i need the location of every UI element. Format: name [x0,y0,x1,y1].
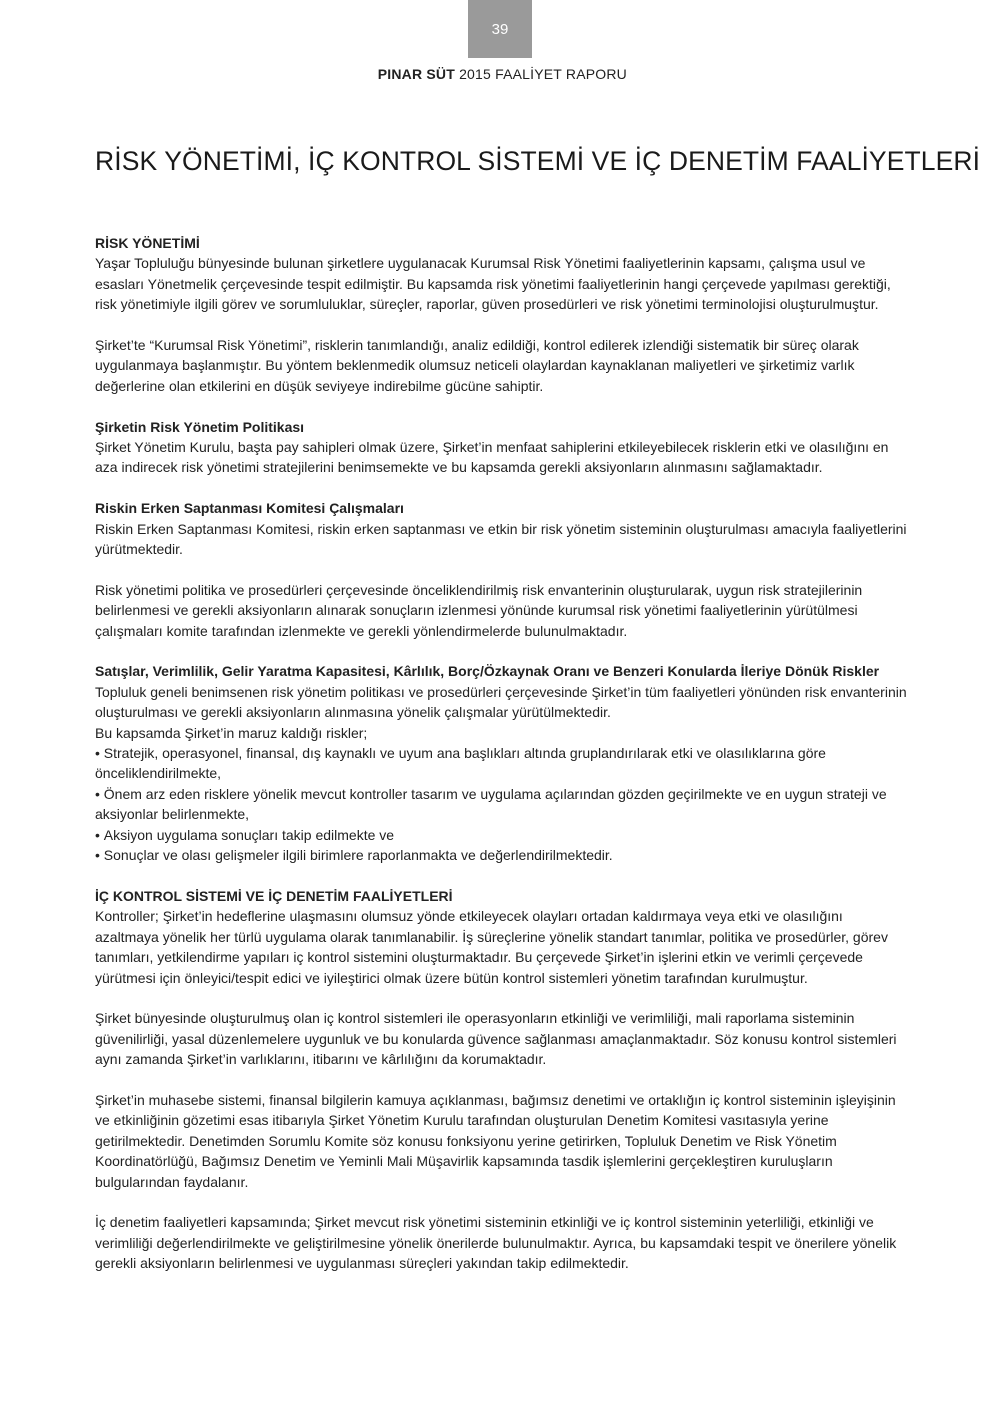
running-header [378,66,627,82]
page-title: RİSK YÖNETİMİ, İÇ KONTROL SİSTEMİ VE İÇ DENETİM FAALİYETLERİ [95,146,981,176]
paragraph: Şirket’in muhasebe sistemi, finansal bilgilerin kamuya açıklanması, bağımsız denetimi ve ortaklığın iç kontrol sisteminin işleyişinin ve etkinliğinin gözetimi esas itibarıyla Şirket Yönetim Kurulu tarafından oluşturulan Denetim Komitesi vasıtasıyla yerine getirilmektedir. Denetimden Sorumlu Komite söz konusu fonksiyonu yerine getirirken, Topluluk Denetim ve Risk Yönetim Koordinatörlüğü, Bağımsız Denetim ve Yeminli Mali Müşavirlik kapsamında tasdik işlemlerini gerçekleştiren kuruluşların bulgularından faydalanır. [95,1091,896,1190]
paragraph: Risk yönetimi politika ve prosedürleri çerçevesinde önceliklendirilmiş risk envanterinin oluşturularak, uygun risk stratejilerinin belirlenmesi ve gerekli aksiyonların alınarak sonuçların izlenmesi yönünde kurumsal risk yönetimi faaliyetlerinin yürütülmesi çalışmaları komite tarafından izlenmekte ve gerekli yönlendirmelerde bulunulmaktadır. [95,581,863,639]
paragraph: Topluluk geneli benimsenen risk yönetim politikası ve prosedürleri çerçevesinde Şirket’in tüm faaliyetleri yönünden risk envanterinin oluşturulması ve gerekli aksiyonların alınmasına yönelik çalışmalar yürütülmektedir. [95,683,907,721]
paragraph: Şirket’te “Kurumsal Risk Yönetimi”, risklerin tanımlandığı, analiz edildiği, kontrol edilerek izlendiği sistematik bir süreç olarak uygulanmaya başlanmıştır. Bu yöntem beklenmedik olumsuz neticeli olaylardan kaynaklanan maliyetleri ve şirketimiz varlık değerlerine olan etkilerini en düşük seviyeye indirebilme gücüne sahiptir. [95,337,859,394]
paragraph: Kontroller; Şirket’in hedeflerine ulaşmasını olumsuz yönde etkileyecek olayları ortadan kaldırmaya veya etki ve olasılığını azaltmaya yönelik her türlü uygulama olarak tanımlanabilir. İş süreçlerine yönelik standart tanımlar, politika ve prosedürler, görev tanımları, yetkilendirme yapıları iç kontrol sistemini oluşturmaktadır. Bu çerçevede Şirket’in işlerini etkin ve verimli çerçevede yürütmesi için önleyici/tespit edici ve iyileştirici olmak üzere bütün kontrol sistemleri yönetim tarafından kurulmuştur. [95,908,888,986]
page-number: 39 [491,20,509,38]
section-heading-committee: Riskin Erken Saptanması Komitesi Çalışmaları [95,500,404,517]
page-number-tab [468,0,532,58]
paragraph: Şirket bünyesinde oluşturulmuş olan iç kontrol sistemleri ile operasyonların etkinliği ve verimliliği, mali raporlama sisteminin güvenilirliği, yasal düzenlemelere uygunluk ve bu konularda güvence sağlanması amaçlanmaktadır. Söz konusu kontrol sistemleri aynı zamanda Şirket’in varlıklarını, itibarını ve kârlılığını da korumaktadır. [95,1010,897,1068]
section-heading-internal-control: İÇ KONTROL SİSTEMİ VE İÇ DENETİM FAALİYETLERİ [95,887,453,904]
header-brand: PINAR SÜT [377,66,455,82]
list-item: • Sonuçlar ve olası gelişmeler ilgili birimlere raporlanmakta ve değerlendirilmektedir. [95,845,907,865]
document-body [95,233,907,1274]
section-heading-risk-management: RİSK YÖNETİMİ [95,235,200,251]
paragraph: Yaşar Topluluğu bünyesinde bulunan şirketlere uygulanacak Kurumsal Risk Yönetimi faaliyetlerinin kapsamı, çalışma usul ve esasları Yönetmelik çerçevesinde tespit edilmiştir. Bu kapsamda risk yönetimi faaliyetlerinin hangi çerçevede yapılması gerektiği, risk yönetimiyle ilgili görev ve sorumluluklar, süreçler, raporlar, güven prosedürleri ve risk yönetimi terminolojisi oluşturulmuştur. [95,255,891,313]
list-item: • Aksiyon uygulama sonuçları takip edilmekte ve [95,825,907,845]
paragraph: Riskin Erken Saptanması Komitesi, riskin erken saptanması ve etkin bir risk yönetim sisteminin oluşturulması amacıyla faaliyetlerini yürütmektedir. [95,520,907,558]
paragraph: Şirket Yönetim Kurulu, başta pay sahipleri olmak üzere, Şirket’in menfaat sahiplerini etkileyebilecek risklerin etki ve olasılığını en aza indirecek risk yönetimi stratejilerini benimsemekte ve bu kapsamda gerekli aksiyonların alınmasını sağlamaktadır. [95,439,889,476]
header-report: 2015 FAALİYET RAPORU [459,66,627,82]
list-item: • Önem arz eden risklere yönelik mevcut kontroller tasarım ve uygulama açılarından gözden geçirilmekte ve en uygun strateji ve aksiyonlar belirlenmekte, [95,784,907,825]
list-item: • Stratejik, operasyonel, finansal, dış kaynaklı ve uyum ana başlıkları altında gruplandırılarak etki ve olasılıklarına göre önceliklendirilmekte, [95,743,907,784]
paragraph: Bu kapsamda Şirket’in maruz kaldığı riskler; [95,724,368,741]
section-heading-risk-policy: Şirketin Risk Yönetim Politikası [95,418,305,435]
paragraph: İç denetim faaliyetleri kapsamında; Şirket mevcut risk yönetimi sisteminin etkinliği ve iç kontrol sisteminin yeterliliği, etkinliği ve verimliliği değerlendirilmekte ve geliştirilmesine yönelik önerilerde bulunulmaktır. Ayrıca, bu kapsamdaki tespit ve önerilere yönelik gerekli aksiyonların belirlenmesi ve uygulanması süreçleri yakından takip edilmektedir. [95,1214,897,1272]
section-heading-forward-risks: Satışlar, Verimlilik, Gelir Yaratma Kapasitesi, Kârlılık, Borç/Özkaynak Oranı ve Benzeri Konularda İleriye Dönük Riskler [95,663,880,680]
